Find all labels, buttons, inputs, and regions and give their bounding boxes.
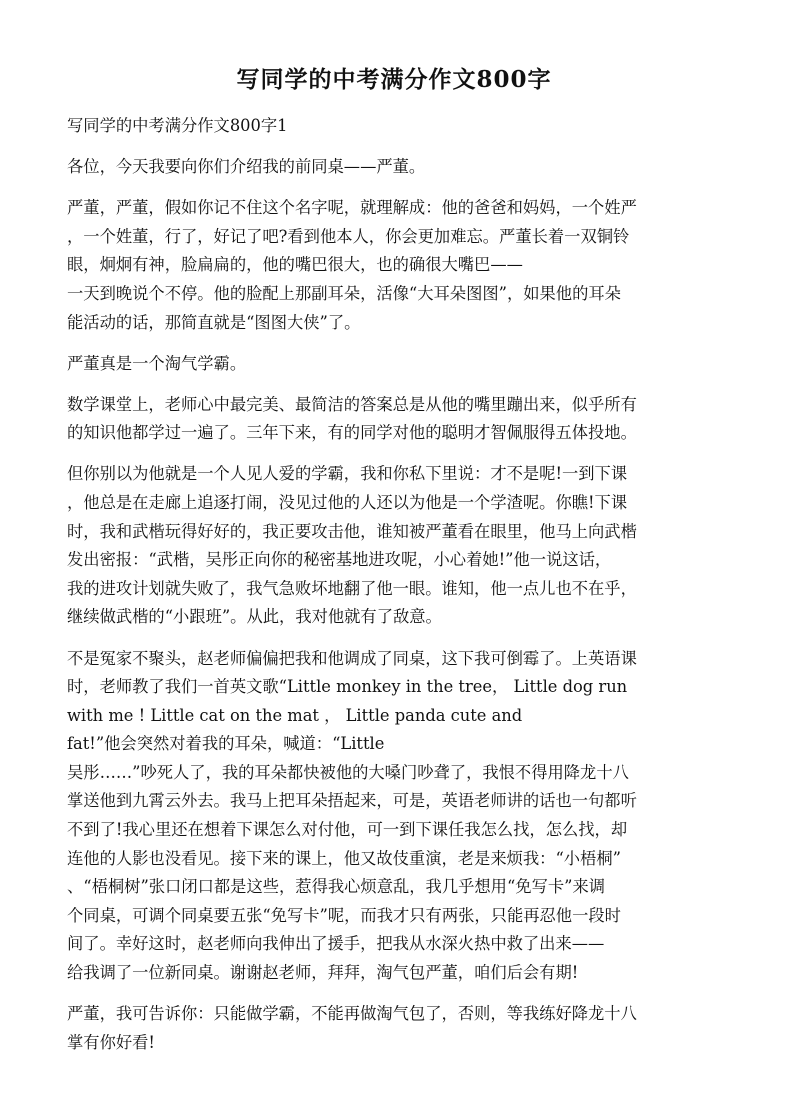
paragraph-line: 吴彤……”吵死人了，我的耳朵都快被他的大嗓门吵聋了，我恨不得用降龙十八 (67, 762, 629, 782)
paragraph-line: 时，老师教了我们一首英文歌“Little monkey in the tree， Little dog run (67, 677, 628, 697)
paragraph (67, 112, 721, 141)
paragraph-line: fat!”他会突然对着我的耳朵，喊道：“Little (67, 734, 385, 754)
paragraph-line: 我的进攻计划就失败了，我气急败坏地翻了他一眼。谁知，他一点儿也不在乎， (67, 578, 637, 598)
document-page (67, 62, 721, 1070)
paragraph-line: 数学课堂上，老师心中最完美、最简洁的答案总是从他的嘴里蹦出来，似乎所有 (67, 394, 637, 414)
paragraph-line: 写同学的中考满分作文800字1 (67, 116, 288, 135)
paragraph-line: 各位，今天我要向你们介绍我的前同桌——严董。 (67, 157, 426, 177)
document-title: 写同学的中考满分作文800字 (236, 66, 552, 93)
paragraph-line: 继续做武楷的“小跟班”。从此，我对他就有了敌意。 (67, 607, 442, 627)
paragraph (67, 350, 721, 379)
paragraph-line: 眼，炯炯有神，脸扁扁的，他的嘴巴很大，也的确很大嘴巴—— (67, 255, 523, 275)
paragraph (67, 153, 721, 182)
paragraph-line: 、“梧桐树”张口闭口都是这些，惹得我心烦意乱，我几乎想用“免写卡”来调 (67, 877, 606, 897)
paragraph-line: with me ! Little cat on the mat ， Little panda cute and (67, 705, 523, 725)
paragraph-line: 发出密报：“武楷，吴彤正向你的秘密基地进攻呢，小心着她!”他一说这话， (67, 550, 612, 570)
paragraph-line: 但你别以为他就是一个人见人爱的学霸，我和你私下里说：才不是呢!一到下课 (67, 464, 628, 484)
paragraph-line: 一天到晚说个不停。他的脸配上那副耳朵，活像“大耳朵图图”，如果他的耳朵 (67, 283, 621, 303)
paragraph-line: ，一个姓董，行了，好记了吧?看到他本人，你会更加难忘。严董长着一双铜铃 (67, 226, 630, 246)
paragraph-line: 严董，我可告诉你：只能做学霸，不能再做淘气包了，否则，等我练好降龙十八 (67, 1004, 637, 1024)
paragraph-line: 个同桌，可调个同桌要五张“免写卡”呢，而我才只有两张，只能再忍他一段时 (67, 905, 621, 925)
paragraph-line: 掌送他到九霄云外去。我马上把耳朵捂起来，可是，英语老师讲的话也一句都听 (67, 791, 637, 811)
paragraph-line: 间了。幸好这时，赵老师向我伸出了援手，把我从水深火热中救了出来—— (67, 934, 605, 954)
paragraph (67, 391, 721, 448)
paragraph (67, 645, 721, 988)
paragraph-line: 连他的人影也没看见。接下来的课上，他又故伎重演，老是来烦我：“小梧桐” (67, 848, 621, 868)
paragraph-line: 给我调了一位新同桌。谢谢赵老师，拜拜，淘气包严董，咱们后会有期! (67, 963, 579, 983)
paragraph (67, 460, 721, 632)
paragraph-line: 不是冤家不聚头，赵老师偏偏把我和他调成了同桌，这下我可倒霉了。上英语课 (67, 648, 637, 668)
paragraph-line: 严董，严董，假如你记不住这个名字呢，就理解成：他的爸爸和妈妈，一个姓严 (67, 198, 637, 218)
paragraph-line: 不到了!我心里还在想着下课怎么对付他，可一到下课任我怎么找，怎么找，却 (67, 820, 628, 840)
paragraph-line: 的知识他都学过一遍了。三年下来，有的同学对他的聪明才智佩服得五体投地。 (67, 423, 637, 443)
paragraph (67, 194, 721, 337)
document-body (67, 112, 721, 1057)
paragraph-line: 严董真是一个淘气学霸。 (67, 353, 247, 373)
paragraph-line: 时，我和武楷玩得好好的，我正要攻击他，谁知被严董看在眼里，他马上向武楷 (67, 521, 637, 541)
paragraph-line: 能活动的话，那简直就是“图图大侠”了。 (67, 312, 361, 332)
paragraph-line: 掌有你好看! (67, 1032, 155, 1052)
paragraph-line: ，他总是在走廊上追逐打闹，没见过他的人还以为他是一个学渣呢。你瞧!下课 (67, 493, 628, 513)
paragraph (67, 1000, 721, 1057)
